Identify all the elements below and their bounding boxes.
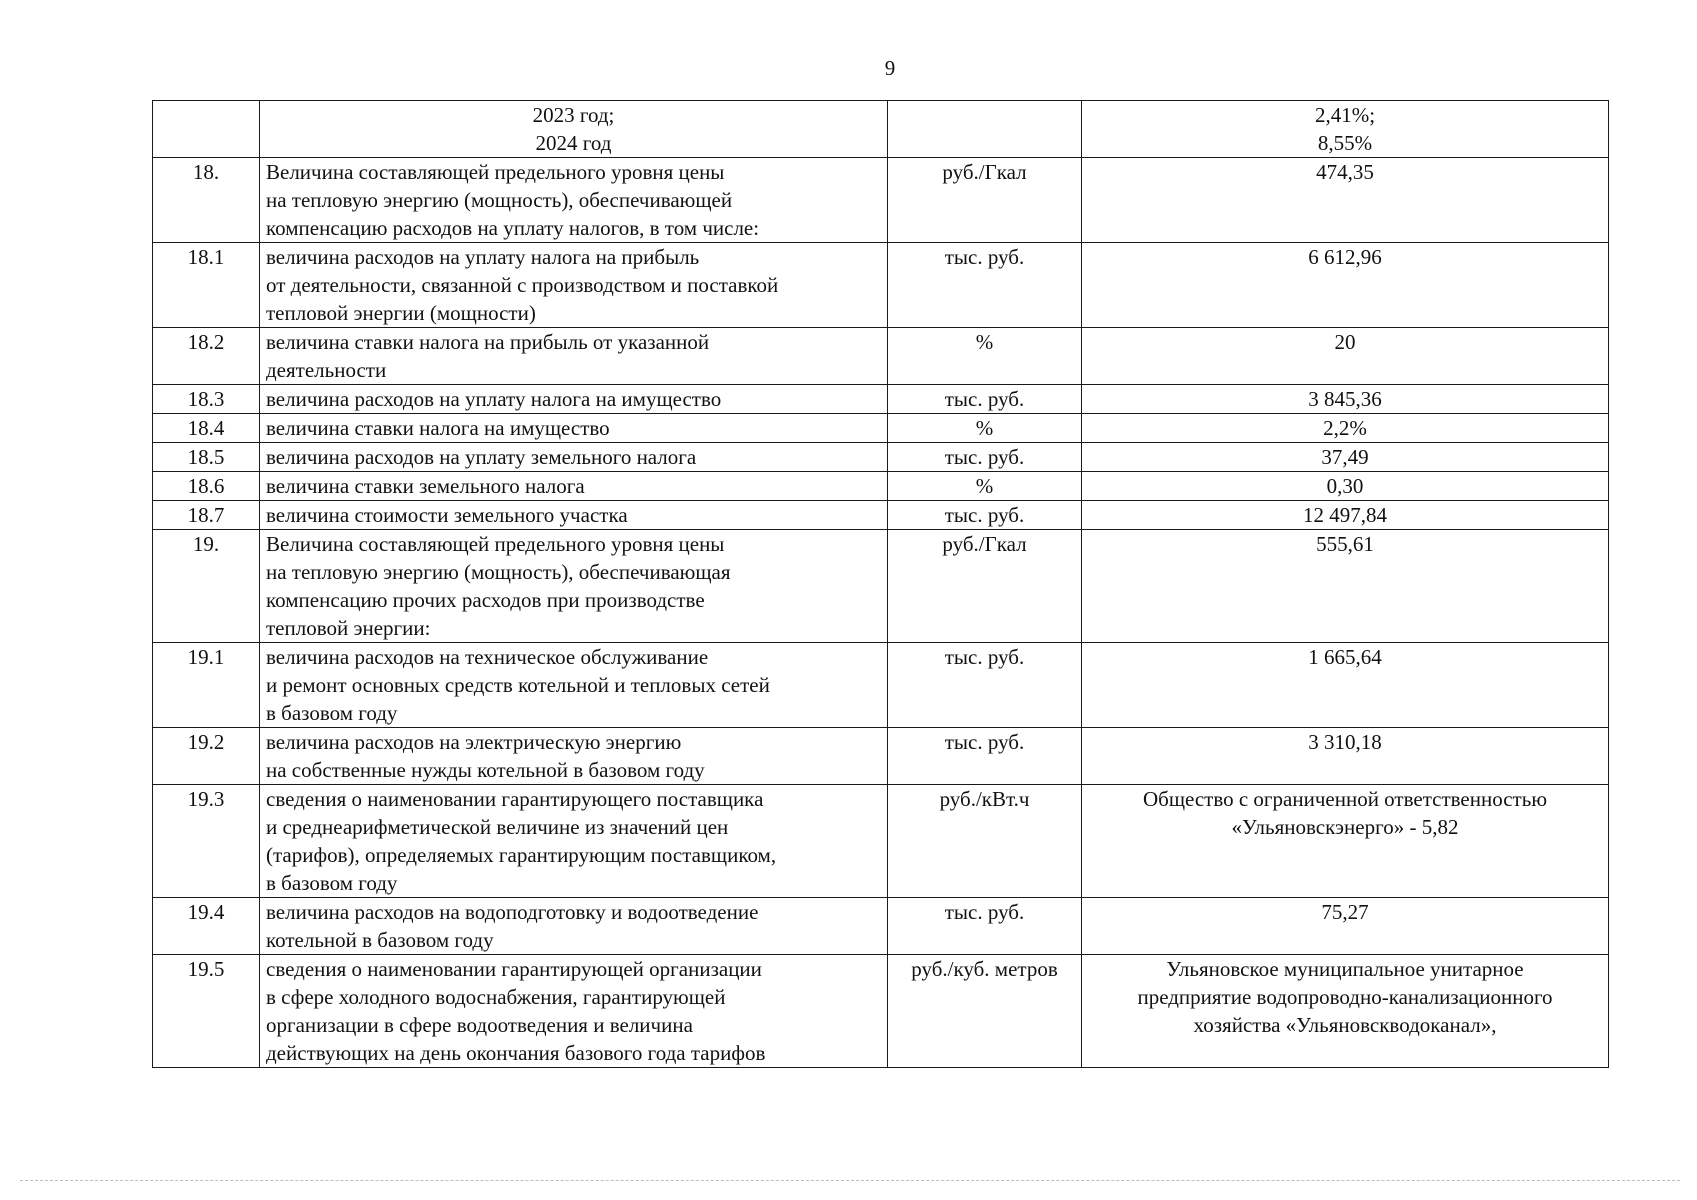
row-number-cell: 18.4 xyxy=(153,414,260,443)
row-unit-cell: руб./куб. метров xyxy=(888,955,1082,1068)
table-row xyxy=(153,643,1609,728)
row-unit-cell: тыс. руб. xyxy=(888,243,1082,328)
row-number-cell: 19.3 xyxy=(153,785,260,898)
row-name-cell: 2023 год; 2024 год xyxy=(260,101,888,158)
row-name-cell: величина ставки земельного налога xyxy=(260,472,888,501)
row-number-cell: 19.1 xyxy=(153,643,260,728)
table-row xyxy=(153,728,1609,785)
row-name-cell: величина ставки налога на прибыль от указанной деятельности xyxy=(260,328,888,385)
page-number: 9 xyxy=(884,56,896,80)
table-body xyxy=(153,101,1609,1068)
row-number-cell xyxy=(153,101,260,158)
table-row xyxy=(153,158,1609,243)
row-number-cell: 18.3 xyxy=(153,385,260,414)
row-value-cell: 0,30 xyxy=(1082,472,1609,501)
table-row xyxy=(153,243,1609,328)
row-unit-cell xyxy=(888,101,1082,158)
table-row xyxy=(153,101,1609,158)
row-number-cell: 19.2 xyxy=(153,728,260,785)
tariff-table xyxy=(152,100,1609,1068)
row-value-cell: 555,61 xyxy=(1082,530,1609,643)
row-unit-cell: % xyxy=(888,472,1082,501)
row-name-cell: величина ставки налога на имущество xyxy=(260,414,888,443)
row-value-cell: 12 497,84 xyxy=(1082,501,1609,530)
row-value-cell: 3 310,18 xyxy=(1082,728,1609,785)
row-name-cell: Величина составляющей предельного уровня цены на тепловую энергию (мощность), обеспечивающая компенсацию прочих расходов при производстве тепловой энергии: xyxy=(260,530,888,643)
table-row xyxy=(153,530,1609,643)
table-row xyxy=(153,955,1609,1068)
table-row xyxy=(153,785,1609,898)
row-name-cell: Величина составляющей предельного уровня цены на тепловую энергию (мощность), обеспечивающей компенсацию расходов на уплату налогов, в том числе: xyxy=(260,158,888,243)
table-row xyxy=(153,501,1609,530)
table-row xyxy=(153,414,1609,443)
table-row xyxy=(153,385,1609,414)
row-unit-cell: % xyxy=(888,414,1082,443)
row-value-cell: 2,41%; 8,55% xyxy=(1082,101,1609,158)
row-name-cell: величина расходов на водоподготовку и водоотведение котельной в базовом году xyxy=(260,898,888,955)
row-value-cell: Общество с ограниченной ответственностью «Ульяновскэнерго» - 5,82 xyxy=(1082,785,1609,898)
row-name-cell: величина расходов на уплату налога на прибыль от деятельности, связанной с производством и поставкой тепловой энергии (мощности) xyxy=(260,243,888,328)
row-unit-cell: тыс. руб. xyxy=(888,898,1082,955)
row-unit-cell: тыс. руб. xyxy=(888,501,1082,530)
table-row xyxy=(153,472,1609,501)
row-value-cell: 1 665,64 xyxy=(1082,643,1609,728)
row-name-cell: величина расходов на техническое обслуживание и ремонт основных средств котельной и тепловых сетей в базовом году xyxy=(260,643,888,728)
row-value-cell: 6 612,96 xyxy=(1082,243,1609,328)
row-value-cell: 20 xyxy=(1082,328,1609,385)
row-number-cell: 19.4 xyxy=(153,898,260,955)
row-unit-cell: руб./Гкал xyxy=(888,530,1082,643)
row-unit-cell: тыс. руб. xyxy=(888,385,1082,414)
row-unit-cell: тыс. руб. xyxy=(888,643,1082,728)
row-unit-cell: % xyxy=(888,328,1082,385)
row-number-cell: 19. xyxy=(153,530,260,643)
row-name-cell: величина расходов на уплату земельного налога xyxy=(260,443,888,472)
row-value-cell: 75,27 xyxy=(1082,898,1609,955)
row-number-cell: 18. xyxy=(153,158,260,243)
row-value-cell: 3 845,36 xyxy=(1082,385,1609,414)
table-row xyxy=(153,898,1609,955)
row-value-cell: 37,49 xyxy=(1082,443,1609,472)
row-name-cell: величина расходов на уплату налога на имущество xyxy=(260,385,888,414)
row-number-cell: 18.5 xyxy=(153,443,260,472)
row-name-cell: величина стоимости земельного участка xyxy=(260,501,888,530)
row-number-cell: 18.7 xyxy=(153,501,260,530)
row-unit-cell: тыс. руб. xyxy=(888,728,1082,785)
row-number-cell: 18.1 xyxy=(153,243,260,328)
table-row xyxy=(153,328,1609,385)
row-value-cell: Ульяновское муниципальное унитарное предприятие водопроводно-канализационного хозяйства «Ульяновскводоканал», xyxy=(1082,955,1609,1068)
table-row xyxy=(153,443,1609,472)
row-number-cell: 18.2 xyxy=(153,328,260,385)
row-unit-cell: тыс. руб. xyxy=(888,443,1082,472)
row-name-cell: сведения о наименовании гарантирующего поставщика и среднеарифметической величине из значений цен (тарифов), определяемых гарантирующим поставщиком, в базовом году xyxy=(260,785,888,898)
row-value-cell: 2,2% xyxy=(1082,414,1609,443)
row-name-cell: сведения о наименовании гарантирующей организации в сфере холодного водоснабжения, гарантирующей организации в сфере водоотведения и величина действующих на день окончания базового года тарифов xyxy=(260,955,888,1068)
row-name-cell: величина расходов на электрическую энергию на собственные нужды котельной в базовом году xyxy=(260,728,888,785)
row-number-cell: 19.5 xyxy=(153,955,260,1068)
page-bottom-rule xyxy=(20,1180,1680,1181)
row-value-cell: 474,35 xyxy=(1082,158,1609,243)
row-number-cell: 18.6 xyxy=(153,472,260,501)
row-unit-cell: руб./кВт.ч xyxy=(888,785,1082,898)
row-unit-cell: руб./Гкал xyxy=(888,158,1082,243)
